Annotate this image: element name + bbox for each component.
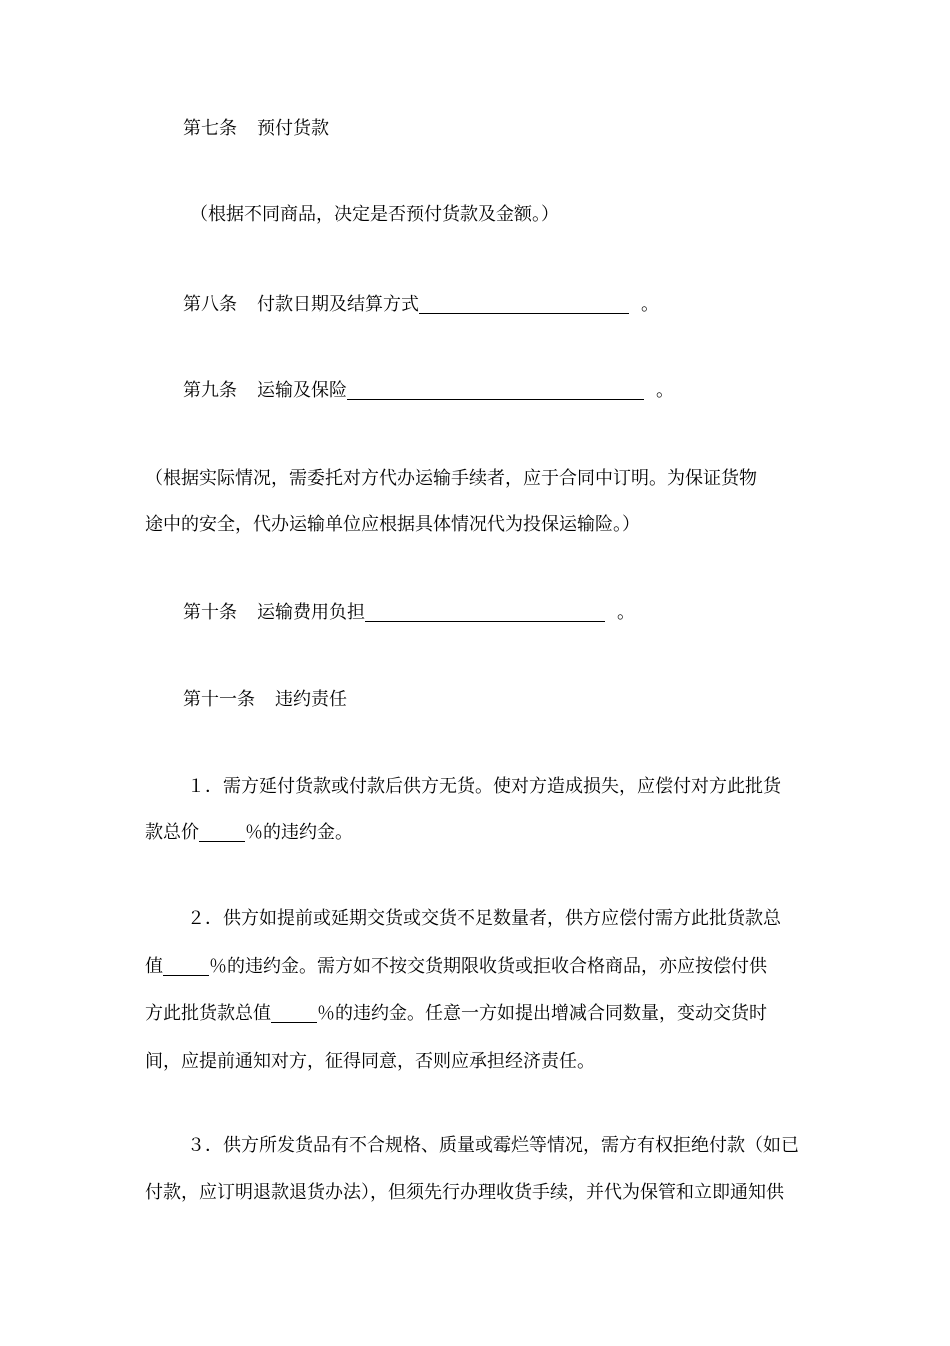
article-7-heading: [145, 104, 848, 154]
article-7-note: （根据不同商品，决定是否预付货款及金额。）: [190, 204, 559, 225]
item-2-line-3: [145, 989, 810, 1039]
item-2-supplier-percent-blank[interactable]: [163, 955, 209, 976]
article-11-title: 违约责任: [275, 689, 347, 710]
item-2-line-2-end: ％的违约金。需方如不按交货期限收货或拒收合格商品，亦应按偿付供: [209, 956, 767, 977]
item-2-line-3-end: ％的违约金。任意一方如提出增减合同数量，变动交货时: [317, 1003, 767, 1024]
transport-insurance-blank[interactable]: [347, 379, 644, 400]
article-11-heading: [145, 675, 848, 725]
article-9-end: 。: [656, 380, 674, 401]
article-9-note-line-2: 途中的安全，代办运输单位应根据具体情况代为投保运输险。）: [145, 514, 640, 535]
item-3-line-1: ３．供方所发货品有不合规格、质量或霉烂等情况，需方有权拒绝付款（如已: [187, 1135, 799, 1156]
payment-terms-blank[interactable]: [419, 293, 629, 314]
item-1-line-2-end: ％的违约金。: [245, 822, 353, 843]
article-8-heading: [145, 280, 848, 330]
article-8-title: 付款日期及结算方式: [257, 294, 419, 315]
item-2-line-2-start: 值: [145, 956, 163, 977]
item-1-line-2: [145, 808, 810, 858]
article-10-end: 。: [617, 602, 635, 623]
article-8-end: 。: [641, 294, 659, 315]
article-9-heading: [145, 366, 848, 416]
item-2-line-1: ２．供方如提前或延期交货或交货不足数量者，供方应偿付需方此批货款总: [187, 908, 781, 929]
article-10-heading: [145, 588, 848, 638]
article-10-number: 第十条: [183, 602, 237, 623]
item-2-line-3-start: 方此批货款总值: [145, 1003, 271, 1024]
article-10-title: 运输费用负担: [257, 602, 365, 623]
item-2-line-4: 间，应提前通知对方，征得同意，否则应承担经济责任。: [145, 1051, 595, 1072]
transport-cost-blank[interactable]: [365, 601, 605, 622]
article-9-number: 第九条: [183, 380, 237, 401]
item-2-line-2: [145, 942, 810, 992]
article-9-note-line-1: （根据实际情况，需委托对方代办运输手续者，应于合同中订明。为保证货物: [145, 468, 757, 489]
article-7-number: 第七条: [183, 118, 237, 139]
item-1-line-1: １．需方延付货款或付款后供方无货。使对方造成损失，应偿付对方此批货: [187, 776, 781, 797]
article-7-title: 预付货款: [257, 118, 329, 139]
article-11-number: 第十一条: [183, 689, 255, 710]
item-1-line-2-start: 款总价: [145, 822, 199, 843]
article-9-title: 运输及保险: [257, 380, 347, 401]
item-3-line-2: 付款，应订明退款退货办法），但须先行办理收货手续，并代为保管和立即通知供: [145, 1182, 784, 1203]
item-2-buyer-percent-blank[interactable]: [271, 1002, 317, 1023]
item-1-percent-blank[interactable]: [199, 821, 245, 842]
article-8-number: 第八条: [183, 294, 237, 315]
